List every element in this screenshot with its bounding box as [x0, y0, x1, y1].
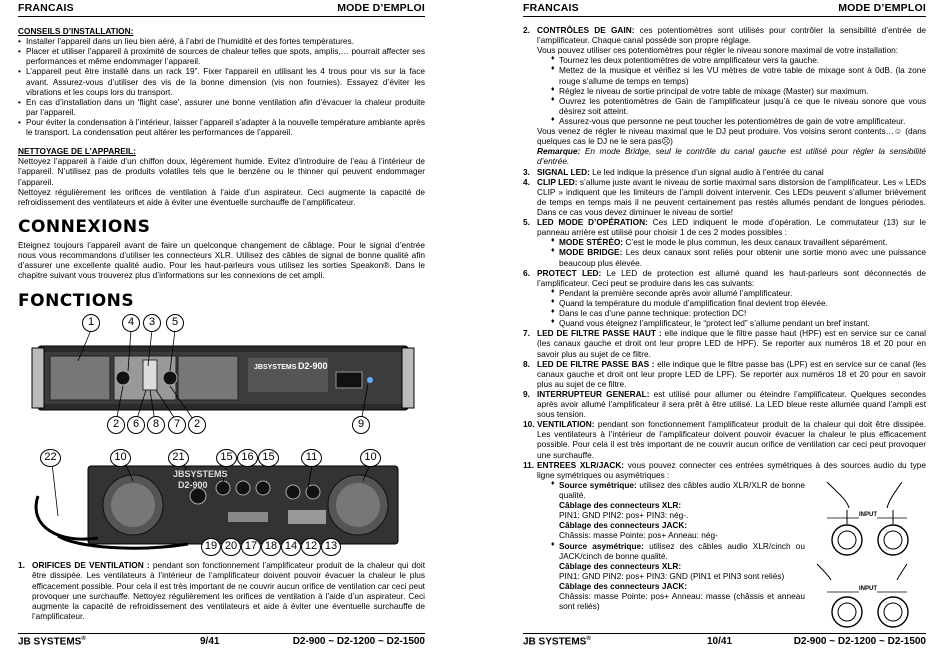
right-footer-brand: JB SYSTEMS®: [523, 636, 591, 648]
callout-3: 3: [143, 314, 161, 332]
source-text: utilisez des câbles audio XLR/cinch ou JACK/cinch de bonne qualité.: [559, 540, 805, 561]
front-panel-model: D2-900: [298, 361, 328, 372]
connexions-paragraph: Eteignez toujours l’appareil avant de faire un quelconque changement de câblage. Pour le signal d’entrée nous vous recommandons d’utiliser les connecteurs XLR. Utilisez des câbles de signal de bonne qualité afin d’assurer une excellente qualité audio. Pour les haut-parleurs vous utilisez les sorties Speakon®. Dans le chapitre suivant vous trouverez plus d’informations sur les connexions de cet ampli.: [18, 239, 425, 281]
item-text: ces potentiomètres sont utilisés pour contrôler la sensibilité d’entrée de l’amplificateur. Chaque canal possède son propre réglage.: [537, 25, 926, 46]
function-item-5: [523, 217, 926, 268]
callout-10: 10: [110, 449, 131, 467]
item-title: LED DE FILTRE PASSE BAS :: [537, 358, 655, 369]
left-function-list: [18, 560, 425, 621]
wiring-title: Câblage des connecteurs JACK:: [559, 520, 688, 531]
function-item-3: [523, 167, 926, 177]
item-text: pendant son fonctionnement l’amplificateur produit de la chaleur qui doit être dissipée. Les ventilateurs à l’intérieur de l’amplificateur doivent pouvoir évacuer la chaleur le plus efficacement possible. Pour cela il est très important de ne couvrir aucun orifice de ventilation car ceci peut provoquer une surchauffe. Nettoyez régulièrement les orifices de ventilation à l’aide d’un aspirateur. Ceci augmente la capacité de refroidissement des ventilateurs et aide à éviter une éventuelle surchauffe de l’amplificateur.: [32, 560, 425, 621]
gain-step: ♦ Assurez-vous que personne ne peut toucher les potentiomètres de gain de votre amplificateur.: [551, 116, 926, 126]
connexions-heading: CONNEXIONS: [18, 216, 151, 237]
item-title: ENTREES XLR/JACK:: [537, 459, 625, 470]
callout-11: 11: [301, 449, 322, 467]
gain-subtitle: Vous pouvez utiliser ces potentiomètres pour régler le niveau sonore maximal de votre installation:: [537, 45, 899, 56]
wiring-text: Châssis: masse Pointe: pos+ Anneau: nég-: [559, 530, 718, 541]
item-title: SIGNAL LED:: [537, 166, 590, 177]
cleaning-paragraph-2: Nettoyez régulièrement les orifices de ventilation à l’aide d’un aspirateur. Ceci augmente la capacité de refroidissement des ventilateurs et aide à éviter une éventuelle surchauffe de l’amplificateur.: [18, 186, 425, 207]
asymmetric-wiring: [551, 561, 805, 612]
item-number: 6.: [523, 267, 530, 278]
callout-13: 13: [321, 538, 341, 556]
callout-7: 7: [168, 416, 186, 434]
callout-21: 21: [168, 449, 189, 467]
item-title: ORIFICES DE VENTILATION :: [32, 560, 150, 571]
gain-step: ♦ Tournez les deux potentiomètres de votre amplificateur vers la gauche.: [551, 55, 926, 65]
left-footer-page: 9/41: [200, 636, 220, 647]
diagram-input-label: INPUT: [859, 585, 877, 592]
callout-5: 5: [166, 314, 184, 332]
gain-step: ♦ Réglez le niveau de sortie principal de votre table de mixage (Master) sur maximum.: [551, 86, 926, 96]
mode-label: MODE BRIDGE:: [559, 247, 623, 258]
right-page: [475, 0, 950, 654]
diagram-input-label: INPUT: [859, 511, 877, 518]
item-number: 2.: [523, 25, 530, 35]
callout-15b: 15: [258, 449, 279, 467]
item-title: LED MODE D’OPÉRATION:: [537, 217, 648, 228]
item-title: VENTILATION:: [537, 419, 595, 430]
item-title: INTERRUPTEUR GENERAL:: [537, 388, 650, 399]
callout-12: 12: [301, 538, 321, 556]
install-item: • En cas d’installation dans un 'flight case', assurer une bonne ventilation afin d’évacuer la chaleur produite par l’appareil.: [18, 97, 425, 117]
install-item: • L’appareil peut être installé dans un rack 19”. Fixer l'appareil en utilisant les 4 trous pour vis sur la face avant. Assurez-vous d’utiliser des vis de la bonne dimension (vis non fournies). Essayez d’éviter les vibrations et les coups lors du transport.: [18, 66, 425, 96]
function-item-1: [18, 560, 425, 621]
install-item: • Pour éviter la condensation à l’intérieur, laisser l’appareil s’adapter à la nouvelle température ambiante après le transport. La condensation peut altérer les performances de l’appareil.: [18, 117, 425, 137]
item-number: 9.: [523, 388, 530, 399]
install-item: • Placer et utiliser l’appareil à proximité de sources de chaleur telles que spots, amplis,… pourrait affecter ses performances et même endommager l’appareil.: [18, 46, 425, 66]
protect-cases: [537, 288, 926, 328]
input-wiring-diagram: [807, 480, 937, 630]
wiring-title: Câblage des connecteurs XLR:: [559, 500, 682, 511]
item-text: vous pouvez connecter ces entrées symétriques à des sources audio du type ligne symétriques ou asymétriques :: [537, 459, 926, 480]
item-title: LED DE FILTRE PASSE HAUT :: [537, 328, 662, 339]
wiring-text: PIN1: GND PIN2: pos+ PIN3: GND (PIN1 et PIN3 sont reliés): [559, 570, 785, 581]
callout-18: 18: [261, 538, 281, 556]
rear-panel-brand: JBSYSTEMS: [173, 469, 228, 480]
item-text: s’allume juste avant le niveau de sortie maximal sans distorsion de l’amplificateur. Les « LEDs CLIP » indiquent que les limiteurs de l’ampli doivent intervenir. Ces LEDs peuvent s’allumer brièvement de temps en temps mais il ne peuvent certainement pas restés allumés pendant de longues périodes. Dans ce cas vous devez diminuer le niveau de sortie!: [537, 176, 926, 217]
protect-case: ♦ Quand vous éteignez l’amplificateur, le “protect led” s’allume pendant un bref instant.: [551, 318, 926, 328]
item-number: 3.: [523, 166, 530, 177]
right-content: [523, 25, 926, 611]
callout-20: 20: [221, 538, 241, 556]
source-label: Source asymétrique:: [559, 540, 644, 551]
callout-4: 4: [122, 314, 140, 332]
remark-text: En mode Bridge, seul le contrôle du canal gauche est utilisé pour régler la sensibilité d’entrée.: [537, 146, 926, 167]
item-number: 1.: [18, 560, 25, 571]
function-item-4: [523, 177, 926, 217]
source-text-column: [537, 480, 805, 611]
rear-panel-model: D2-900: [178, 480, 208, 491]
right-header-title: MODE D’EMPLOI: [838, 2, 926, 14]
function-item-2: [523, 25, 926, 167]
callout-10b: 10: [360, 449, 381, 467]
callout-6: 6: [127, 416, 145, 434]
right-function-list: [523, 25, 926, 611]
function-item-9: [523, 389, 926, 419]
left-content: [18, 26, 425, 621]
source-block: [537, 480, 926, 611]
amplifier-drawing: [18, 316, 425, 556]
wiring-text: PIN1: GND PIN2: pos+ PIN3: nég-.: [559, 510, 689, 521]
left-header-language: FRANCAIS: [18, 2, 74, 14]
item-number: 4.: [523, 176, 530, 187]
wiring-title: Câblage des connecteurs XLR:: [559, 560, 682, 571]
function-item-6: [523, 268, 926, 329]
right-footer-rule: [523, 633, 926, 634]
function-item-7: [523, 328, 926, 358]
callout-1: 1: [82, 314, 100, 332]
right-header-language: FRANCAIS: [523, 2, 579, 14]
install-list: [18, 36, 425, 137]
item-text: elle indique que le filtre passe haut (HPF) est en service sur ce canal (les canaux gauche et droit ont leur propre LED de HPF). Se reporter aux numéros 18 et 20 pour en savoir plus au sujet de ce filtre.: [537, 328, 926, 359]
source-label: Source symétrique:: [559, 479, 637, 490]
item-text: elle indique que le filtre passe bas (LPF) est en service sur ce canal (les canaux gauche et droit ont leur propre LED de LPF). Se reporter aux numéros 18 et 20 pour en savoir plus au sujet de ce filtre.: [537, 358, 927, 389]
callout-17: 17: [241, 538, 261, 556]
mode-label: MODE STÉRÉO:: [559, 237, 624, 248]
cleaning-paragraph-1: Nettoyez l’appareil à l’aide d’un chiffon doux, légèrement humide. Evitez d’introduire de l’eau à l’intérieur de l’appareil. N’utilisez pas de produits volatiles tels que le benzène ou le thinner qui peuvent endommager l’appareil.: [18, 156, 425, 187]
mode-item: [551, 247, 926, 267]
cleaning-title: NETTOYAGE DE L’APPAREIL:: [18, 146, 136, 157]
gain-steps: [537, 55, 926, 126]
item-number: 7.: [523, 328, 530, 339]
mode-text: C’est le mode le plus commun, les deux canaux travaillent séparément.: [623, 237, 888, 248]
callout-8: 8: [147, 416, 165, 434]
footer-brand-text: JB SYSTEMS: [18, 636, 82, 648]
left-header-rule: [18, 16, 425, 17]
mode-list: [537, 237, 926, 267]
protect-case: ♦ Pendant la première seconde après avoir allumé l’amplificateur.: [551, 288, 926, 298]
callout-2: 2: [107, 416, 125, 434]
left-footer-brand: JB SYSTEMS®: [18, 636, 86, 648]
source-symmetric: [551, 480, 805, 500]
right-footer-models: D2-900 ~ D2-1200 ~ D2-1500: [793, 636, 926, 647]
gain-after-text: Vous venez de régler le niveau maximal que le DJ peut produire. Vos voisins seront contents…☺ (dans quelques cas le DJ ne le sera pas☹): [537, 126, 926, 147]
install-item: • Installer l’appareil dans un lieu bien aéré, à l’abri de l’humidité et des fortes températures.: [18, 36, 425, 46]
callout-15: 15: [216, 449, 237, 467]
item-text: Ces LED indiquent le mode d’opération. Le commutateur (13) sur le panneau arrière est utilisé pour choisir 1 de ces 2 modes possibles :: [537, 217, 926, 238]
item-number: 8.: [523, 358, 530, 369]
item-title: CLIP LED:: [537, 176, 578, 187]
function-item-8: [523, 359, 926, 389]
mode-item: [551, 237, 926, 247]
callout-2b: 2: [188, 416, 206, 434]
item-title: PROTECT LED:: [537, 267, 602, 278]
item-title: CONTRÔLES DE GAIN:: [537, 25, 635, 35]
source-asymmetric: [551, 541, 805, 561]
gain-step: ♦ Ouvrez les potentiomètres de Gain de l’amplificateur jusqu’à ce que le niveau sonore que vous désirez soit atteint.: [551, 96, 926, 116]
right-footer-page: 10/41: [707, 636, 733, 647]
callout-14: 14: [281, 538, 301, 556]
item-number: 5.: [523, 217, 530, 228]
gain-step: ♦ Mettez de la musique et vérifiez si les VU mètres de votre table de mixage sont à 0dB. (la zone rouge s’allume de temps en temps): [551, 65, 926, 85]
wiring-title: Câblage des connecteurs JACK:: [559, 581, 688, 592]
item-text: pendant son fonctionnement l’amplificateur produit de la chaleur qui doit être dissipée. Les ventilateurs à l’intérieur de l’amplificateur doivent pouvoir évacuer la chaleur le plus efficacement possible. Pour cela il est très important de ne couvrir aucun orifice de ventilation car ceci peut provoquer une surchauffe.: [537, 419, 926, 460]
amplifier-figure: [18, 316, 425, 556]
item-text: Le LED de protection est allumé quand les haut-parleurs sont déconnectés de l’amplificateur. Ceci peut se produire dans les cas suivants:: [537, 267, 926, 288]
xlr-jack-diagram: [807, 480, 937, 630]
item-text: Le led indique la présence d’un signal audio à l’entrée du canal: [589, 166, 824, 177]
symmetric-wiring: [551, 500, 805, 540]
callout-16: 16: [237, 449, 258, 467]
wiring-text: Châssis: masse Pointe: pos+ Anneau: masse (châssis et anneau sont reliés): [559, 591, 805, 612]
callout-22: 22: [40, 449, 61, 467]
protect-case: ♦ Dans le cas d’une panne technique: protection DC!: [551, 308, 926, 318]
install-title: CONSEILS D’INSTALLATION:: [18, 26, 134, 36]
remark-label: Remarque:: [537, 146, 581, 157]
right-header-rule: [523, 16, 926, 17]
left-header-title: MODE D’EMPLOI: [337, 2, 425, 14]
item-text: est utilisé pour allumer ou éteindre l’amplificateur. Quelques secondes après avoir allumé l’amplificateur il sera prêt à être utilisé. La LED bleue reste allumée quand l’ampli est sous tension.: [537, 388, 926, 420]
callout-19: 19: [201, 538, 221, 556]
function-item-11: [523, 460, 926, 612]
protect-case: ♦ Quand la température du module d’amplification final devient trop élevée.: [551, 298, 926, 308]
footer-brand-text: JB SYSTEMS: [523, 636, 587, 648]
item-number: 10.: [523, 419, 535, 430]
item-number: 11.: [523, 459, 535, 470]
left-footer-models: D2-900 ~ D2-1200 ~ D2-1500: [292, 636, 425, 647]
source-text: utilisez des câbles audio XLR/XLR de bonne qualité.: [559, 479, 805, 501]
left-footer-rule: [18, 633, 425, 634]
callout-9: 9: [352, 416, 370, 434]
front-panel-brand: JBSYSTEMS: [254, 364, 297, 372]
mode-text: Les deux canaux sont reliés pour obtenir une sortie mono avec une puissance beaucoup plus élevée.: [559, 247, 926, 268]
function-item-10: [523, 419, 926, 459]
fonctions-heading: FONCTIONS: [18, 291, 135, 312]
